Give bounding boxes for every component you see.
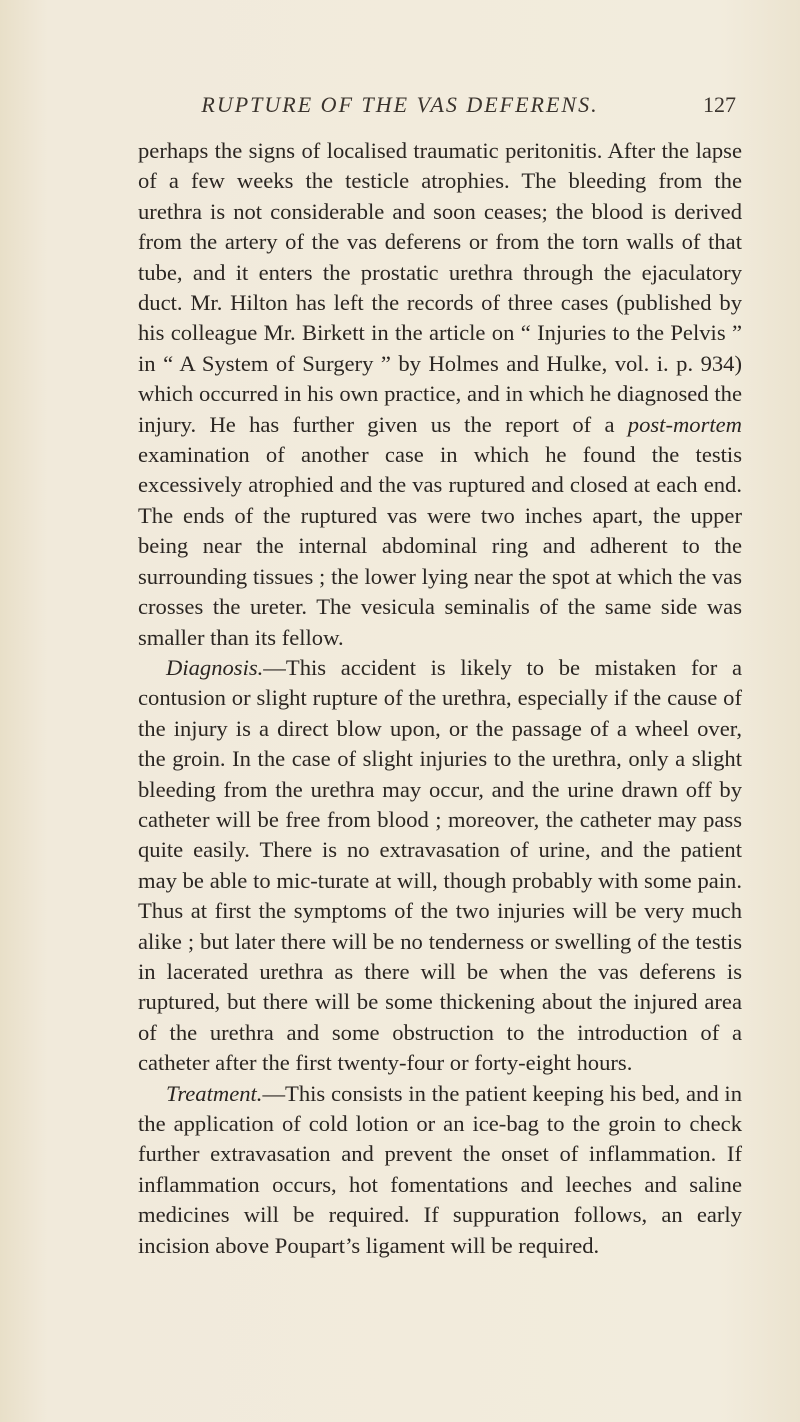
page-number: 127 (703, 92, 736, 117)
paragraph-diagnosis (138, 653, 742, 1079)
paragraph-treatment (138, 1079, 742, 1261)
paragraph-text: —This accident is likely to be mistaken for a contusion or slight rupture of the urethra, especially if the cause of the injury is a direct blow upon, or the passage of a wheel over, the groin. In the case of slight injuries to the urethra, only a slight bleeding from the urethra may occur, and the urine drawn off by catheter will be free from blood ; moreover, the catheter may pass quite easily. There is no extravasation of urine, and the patient may be able to mic-turate at will, though probably with some pain. Thus at first the symptoms of the two injuries will be very much alike ; but later there will be no tenderness or swelling of the testis in lacerated urethra as there will be when the vas deferens is ruptured, but there will be some thickening about the injured area of the urethra and some obstruction to the introduction of a catheter after the first twenty-four or forty-eight hours. (138, 654, 742, 1076)
body-text (138, 136, 742, 1261)
page-header (140, 92, 736, 132)
section-heading-treatment: Treatment. (166, 1080, 263, 1106)
section-heading-diagnosis: Diagnosis. (166, 654, 264, 680)
italic-term: post-mortem (627, 411, 742, 437)
paragraph-text: examination of another case in which he found the testis excessively atrophied and the vas ruptured and closed at each end. The ends of the ruptured vas were two inches apart, the upper being near the internal abdominal ring and adherent to the surrounding tissues ; the lower lying near the spot at which the vas crosses the ureter. The vesicula seminalis of the same side was smaller than its fellow. (138, 442, 742, 650)
paragraph-text: —This consists in the patient keeping his bed, and in the application of cold lotion or an ice-bag to the groin to check further extravasation and prevent the onset of inflammation. If inflammation occurs, hot fomentations and leeches and saline medicines will be required. If suppuration follows, an early incision above Poupart’s ligament will be required. (138, 1080, 742, 1258)
paragraph-continuation (138, 136, 742, 653)
running-head: RUPTURE OF THE VAS DEFERENS. (201, 92, 599, 117)
paragraph-text: perhaps the signs of localised traumatic peritonitis. After the lapse of a few weeks the testicle atrophies. The bleeding from the urethra is not considerable and soon ceases; the blood is derived from the artery of the vas deferens or from the torn walls of that tube, and it enters the prostatic urethra through the ejaculatory duct. Mr. Hilton has left the records of three cases (published by his colleague Mr. Birkett in the article on “ Injuries to the Pelvis ” in “ A System of Surgery ” by Holmes and Hulke, vol. i. p. 934) which occurred in his own practice, and in which he diagnosed the injury. He has further given us the report of a (138, 138, 742, 437)
